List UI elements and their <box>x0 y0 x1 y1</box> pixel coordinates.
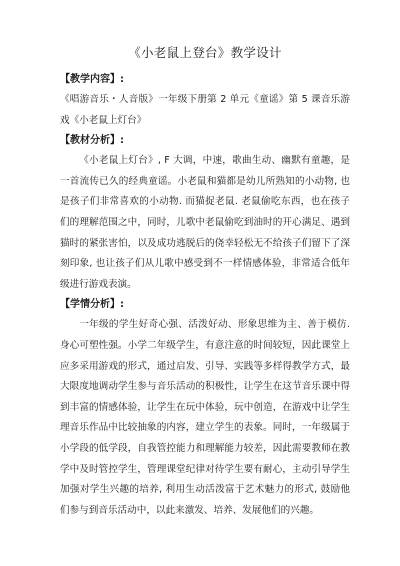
section-material-analysis <box>60 131 350 295</box>
document-title: 《小老鼠上登台》教学设计 <box>128 45 282 60</box>
section-body-material-analysis: 《小老鼠上灯台》, F 大调，中速，歌曲生动、幽默有童趣，是一首流传已久的经典童谣。小老鼠和猫都是幼儿所熟知的小动物, 也是孩子们非常喜欢的小动物. 而猫捉老鼠. 老鼠偷吃东西，也在孩子们的理解范围之中，同时，儿歌中老鼠偷吃到油时的开心满足、遇到猫时的紧张害怕，以及成功逃脱后的侥幸轻松无不给孩子们留下了深刻印象, 也让孩子们从儿歌中感受到不一样情感体验，非常适合低年级进行游戏表演。 <box>60 155 350 290</box>
section-body-teaching-content: 《唱游音乐・人音版》一年级下册第 2 单元《童谣》第 5 课音乐游戏《小老鼠上灯台》 <box>60 94 350 126</box>
document-page <box>60 44 350 521</box>
section-heading-teaching-content: 【教学内容】: <box>60 74 124 85</box>
section-teaching-content <box>60 70 350 131</box>
section-heading-material-analysis: 【教材分析】: <box>60 135 124 147</box>
section-heading-learner-analysis: 【学情分析】: <box>60 299 124 311</box>
section-body-learner-analysis: 一年级的学生好奇心强、活泼好动、形象思维为主、善于模仿. 身心可塑性强。小学二年级学生，有意注意的时间较短，因此课堂上应多采用游戏的形式，通过启发、引导、实践等多样得教学方式，最大限度地调动学生参与音乐活动的积极性，让学生在这节音乐课中得到丰富的情感体验，让学生在玩中体验，玩中创造，在游戏中让学生理音乐作品中比较抽象的内容，建立学生的表象。同时，一年级属于小学段的低学段，自我管控能力和理解能力较差，因此需要教师在教学中及时管控学生，管理课堂纪律对待学生要有耐心，主动引导学生加强对学生兴趣的培养, 利用生动活泼富于艺术魅力的形式, 鼓励他们参与到音乐活动中，以此来激发、培养、发展他们的兴趣。 <box>60 319 350 516</box>
section-learner-analysis <box>60 295 350 521</box>
